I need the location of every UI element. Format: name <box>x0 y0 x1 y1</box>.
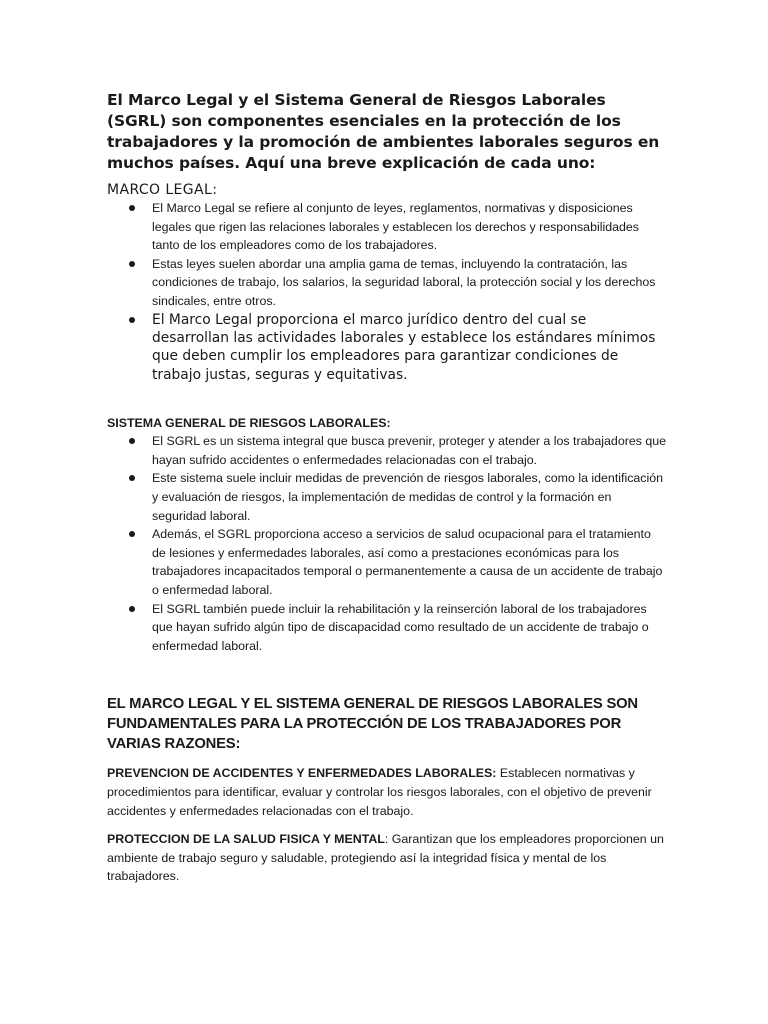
list-item <box>107 469 667 525</box>
sgrl-list <box>107 432 667 655</box>
sgrl-heading: SISTEMA GENERAL DE RIESGOS LABORALES: <box>107 416 391 431</box>
list-item-text: El SGRL también puede incluir la rehabilitación y la reinserción laboral de los trabajadores que hayan sufrido algún tipo de discapacidad como resultado de un accidente de trabajo o enfermedad laboral. <box>152 601 649 653</box>
list-item-text: Además, el SGRL proporciona acceso a servicios de salud ocupacional para el tratamiento de lesiones y enfermedades laborales, así como a prestaciones económicas para los trabajadores incapacitados temporal o permanentemente a causa de un accidente de trabajo o enfermedad laboral. <box>152 527 663 597</box>
prevencion-text: Establecen normativas y procedimientos para identificar, evaluar y controlar los riesgos laborales, con el objetivo de prevenir accidentes y enfermedades relacionadas con el trabajo. <box>107 766 652 818</box>
list-item-text: El SGRL es un sistema integral que busca prevenir, proteger y atender a los trabajadores que hayan sufrido accidentes o enfermedades relacionadas con el trabajo. <box>152 434 667 467</box>
proteccion-label: PROTECCION DE LA SALUD FISICA Y MENTAL <box>107 832 385 847</box>
bullet-icon <box>129 475 135 481</box>
list-item <box>107 432 667 469</box>
bullet-icon <box>129 606 135 612</box>
list-item <box>107 311 667 385</box>
proteccion-text: : Garantizan que los empleadores proporcionen un ambiente de trabajo seguro y saludable, protegiendo así la integridad física y mental de los trabajadores. <box>107 832 664 884</box>
bullet-icon <box>129 317 135 323</box>
marco-legal-list <box>107 199 667 311</box>
list-item-text: Estas leyes suelen abordar una amplia gama de temas, incluyendo la contratación, las condiciones de trabajo, los salarios, la seguridad laboral, la protección social y los derechos sindicales, entre otros. <box>152 256 656 308</box>
list-item-text: El Marco Legal proporciona el marco jurídico dentro del cual se desarrollan las actividades laborales y establece los estándares mínimos que deben cumplir los empleadores para garantizar condiciones de trabajo justas, seguras y equitativas. <box>152 311 656 383</box>
list-item <box>107 600 667 656</box>
list-item <box>107 199 667 255</box>
document-page <box>107 90 667 886</box>
bullet-icon <box>129 261 135 267</box>
list-item <box>107 525 667 599</box>
proteccion-paragraph <box>107 830 667 886</box>
intro-paragraph: El Marco Legal y el Sistema General de Riesgos Laborales (SGRL) son componentes esenciales en la protección de los trabajadores y la promoción de ambientes laborales seguros en muchos países. Aquí una breve explicación de cada uno: <box>107 91 660 172</box>
bullet-icon <box>129 438 135 444</box>
prevencion-label: PREVENCION DE ACCIDENTES Y ENFERMEDADES LABORALES: <box>107 766 497 781</box>
bullet-icon <box>129 531 135 537</box>
prevencion-paragraph <box>107 764 667 820</box>
marco-legal-list-large <box>107 311 667 385</box>
list-item-text: El Marco Legal se refiere al conjunto de leyes, reglamentos, normativas y disposiciones legales que rigen las relaciones laborales y establecen los derechos y responsabilidades tanto de los empleadores como de los trabajadores. <box>152 201 639 253</box>
marco-legal-heading: MARCO LEGAL: <box>107 182 218 198</box>
razones-heading: EL MARCO LEGAL Y EL SISTEMA GENERAL DE RIESGOS LABORALES SON FUNDAMENTALES PARA LA PROTECCIÓN DE LOS TRABAJADORES POR VARIAS RAZONES: <box>107 696 638 753</box>
list-item <box>107 255 667 311</box>
list-item-text: Este sistema suele incluir medidas de prevención de riesgos laborales, como la identificación y evaluación de riesgos, la implementación de medidas de control y la formación en seguridad laboral. <box>152 471 664 523</box>
bullet-icon <box>129 205 135 211</box>
